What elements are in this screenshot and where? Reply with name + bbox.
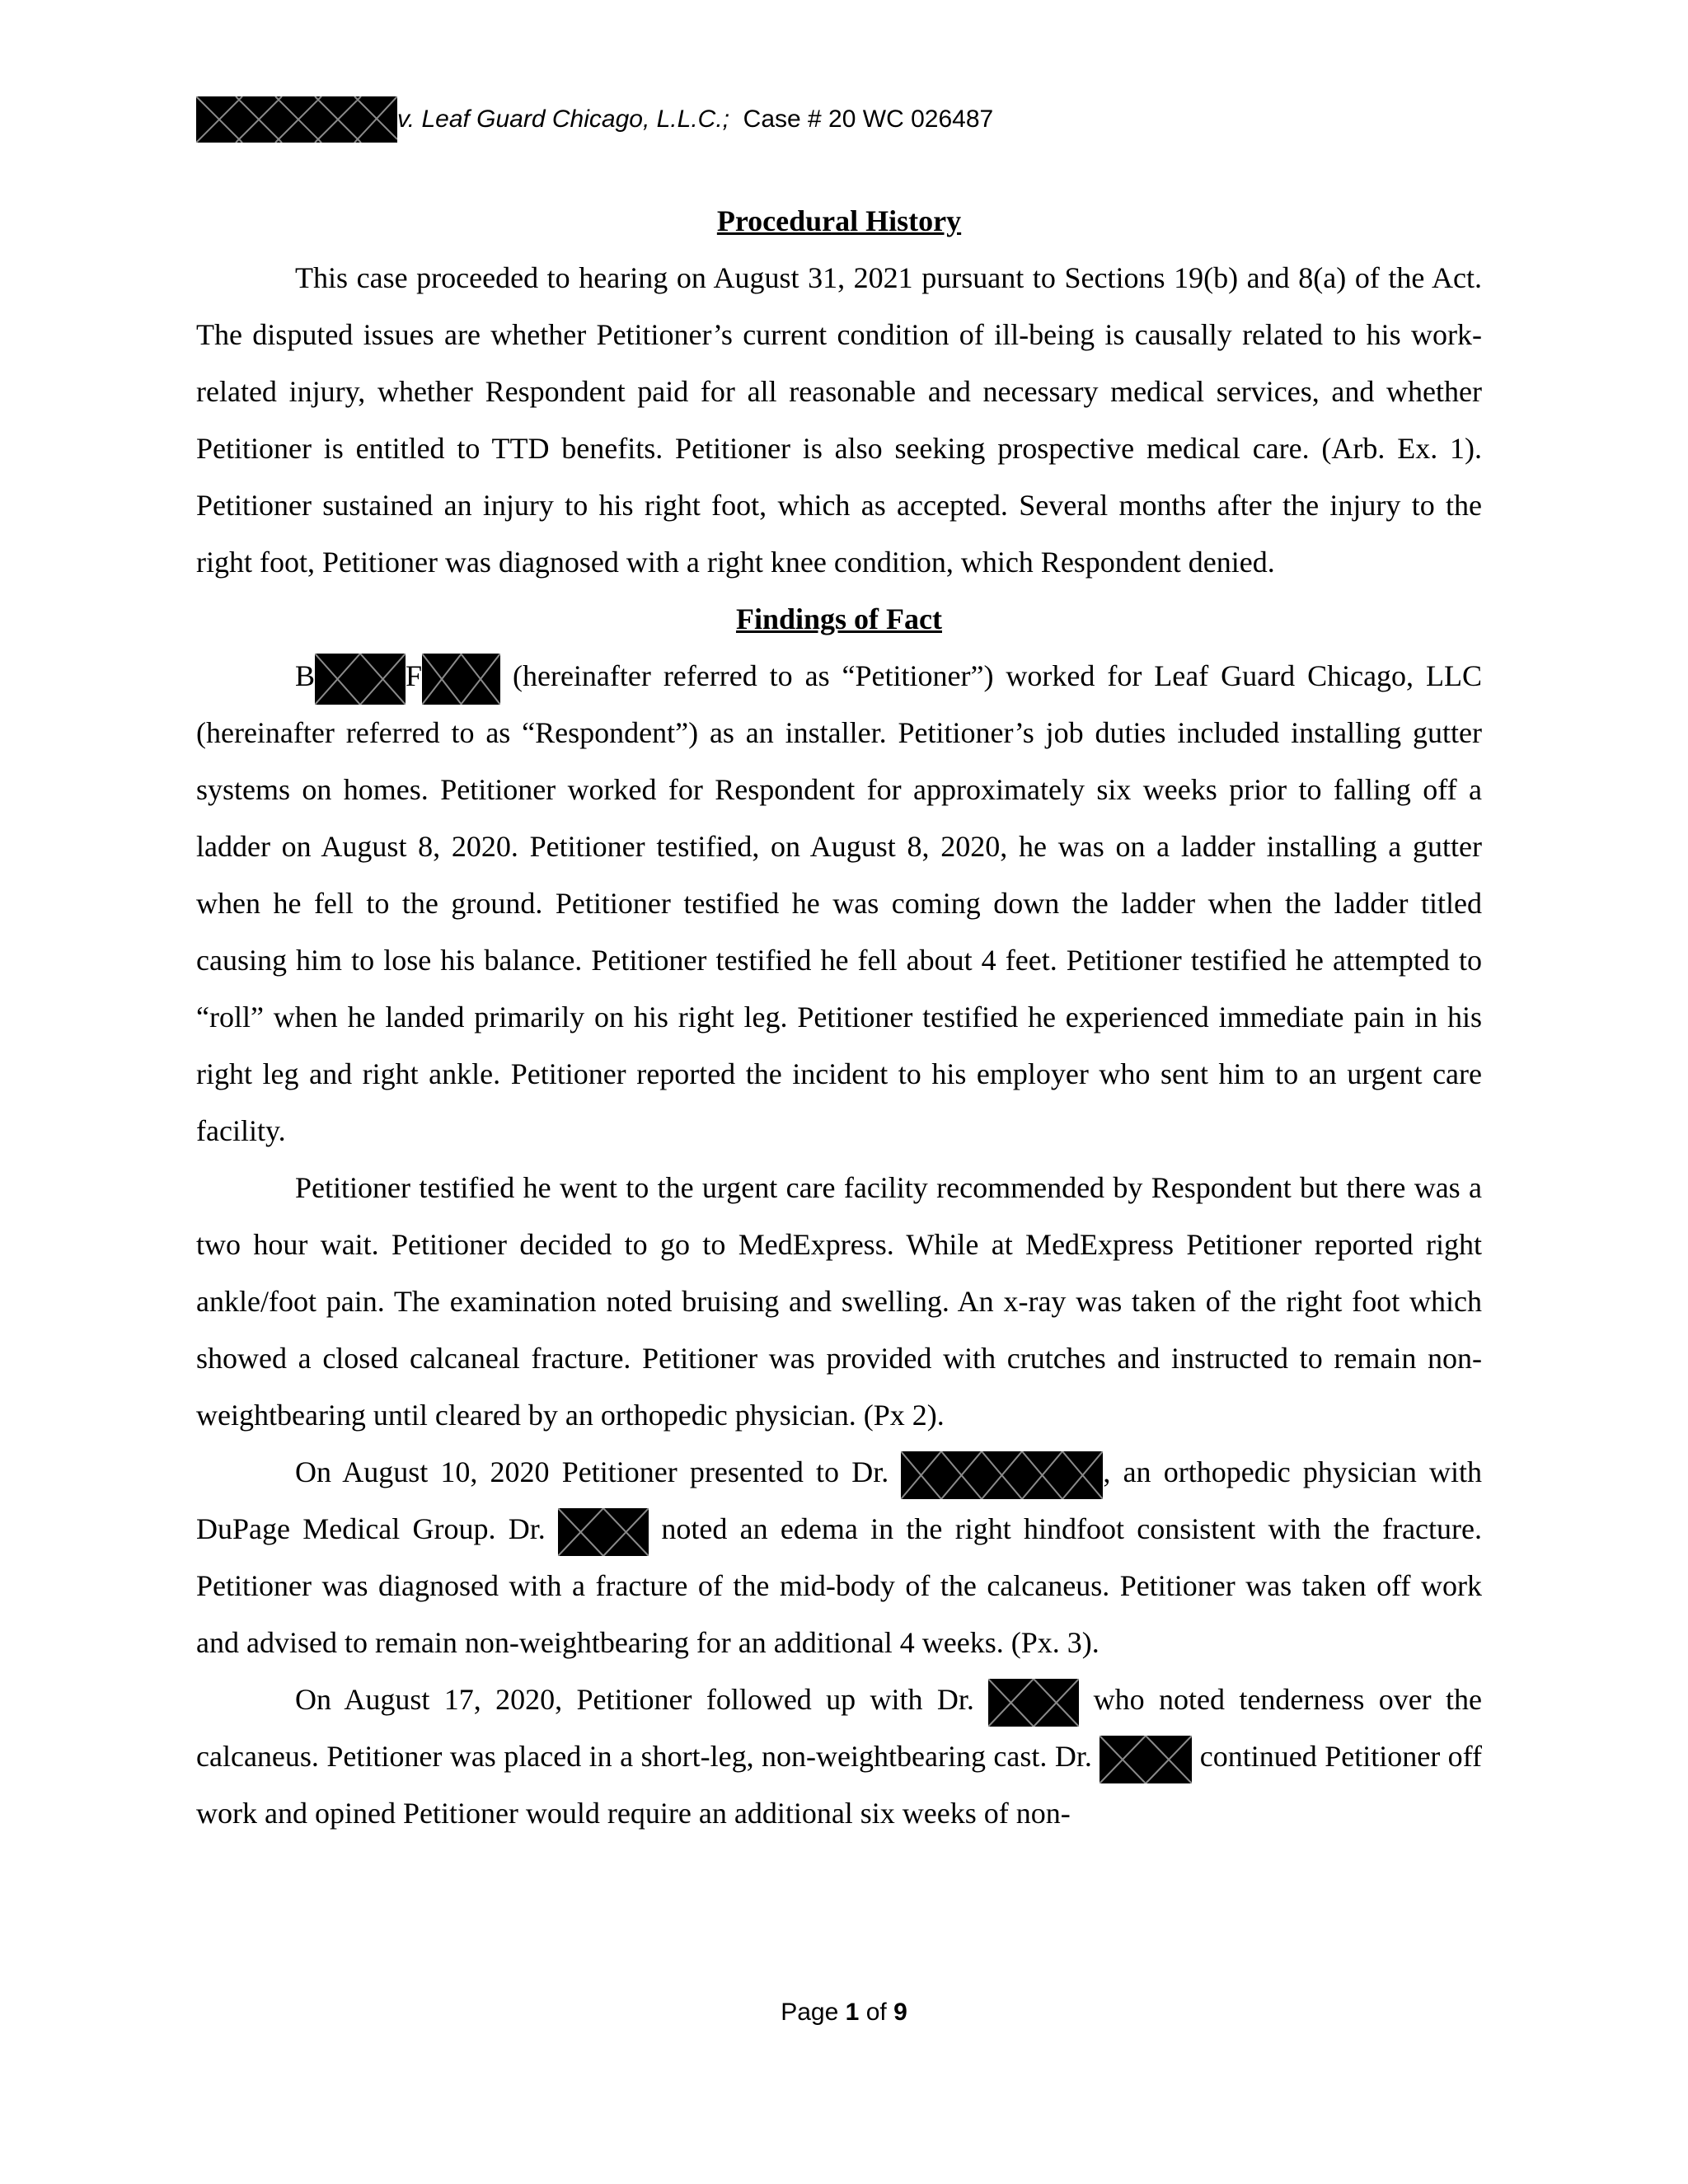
- text-segment: noted an edema in the right hindfoot consistent with the fracture. Petitioner was diagnosed with a fracture of the mid-body of the calcaneus. Petitioner was taken off work and advised to remain non-weightbearing for an additional 4 weeks. (Px. 3).: [196, 1512, 1483, 1659]
- paragraph-procedural-history: This case proceeded to hearing on August 31, 2021 pursuant to Sections 19(b) and 8(a) of the Act. The disputed issues are whether Petitioner’s current condition of ill-being is causally related to his work-related injury, whether Respondent paid for all reasonable and necessary medical services, and whether Petitioner is entitled to TTD benefits. Petitioner is also seeking prospective medical care. (Arb. Ex. 1). Petitioner sustained an injury to his right foot, which as accepted. Several months after the injury to the right foot, Petitioner was diagnosed with a right knee condition, which Respondent denied.: [196, 261, 1482, 579]
- paragraph-findings-text: (hereinafter referred to as “Petitioner”) worked for Leaf Guard Chicago, LLC (hereinafter referred to as “Respondent”) as an installer. Petitioner’s job duties included installing gutter systems on homes. Petitioner worked for Respondent for approximately six weeks prior to falling off a ladder on August 8, 2020. Petitioner testified, on August 8, 2020, he was on a ladder installing a gutter when he fell to the ground. Petitioner testified he was coming down the ladder when the ladder titled causing him to lose his balance. Petitioner testified he fell about 4 feet. Petitioner testified he attempted to “roll” when he landed primarily on his right leg. Petitioner testified he experienced immediate pain in his right leg and right ankle. Petitioner reported the incident to his employer who sent him to an urgent care facility.: [196, 659, 1482, 1147]
- page-of: of: [865, 1999, 887, 2026]
- page-word: Page: [781, 1999, 839, 2026]
- case-caption: v. Leaf Guard Chicago, L.L.C.;: [397, 105, 729, 133]
- paragraph-august-10: [196, 1444, 1482, 1671]
- redaction-block: [1100, 1736, 1192, 1783]
- paragraph-findings-intro: [196, 648, 1482, 1160]
- findings-of-fact-heading: Findings of Fact: [735, 602, 942, 635]
- text-segment: , an orthopedic physician with DuPage Medical Group. Dr.: [196, 1455, 1483, 1545]
- page-total: 9: [893, 1999, 907, 2026]
- redaction-block: [901, 1451, 1103, 1499]
- page-current: 1: [845, 1999, 860, 2026]
- redaction-block: [988, 1679, 1079, 1727]
- procedural-history-heading: Procedural History: [716, 204, 962, 237]
- page-footer: [0, 1999, 1688, 2027]
- paragraph-august-17: [196, 1671, 1482, 1842]
- text-segment: On August 10, 2020 Petitioner presented to Dr.: [295, 1455, 889, 1488]
- paragraph-medexpress: Petitioner testified he went to the urgent care facility recommended by Respondent but there was a two hour wait. Petitioner decided to go to MedExpress. While at MedExpress Petitioner reported right ankle/foot pain. The examination noted bruising and swelling. An x-ray was taken of the right foot which showed a closed calcaneal fracture. Petitioner was provided with crutches and instructed to remain non-weightbearing until cleared by an orthopedic physician. (Px 2).: [196, 1171, 1482, 1432]
- case-number: Case # 20 WC 026487: [743, 105, 994, 133]
- document-body: [196, 193, 1482, 1842]
- initial-b: B: [295, 659, 316, 692]
- text-segment: On August 17, 2020, Petitioner followed up with Dr.: [295, 1683, 974, 1716]
- redaction-block: [558, 1508, 649, 1556]
- redaction-block: [422, 654, 500, 705]
- redaction-block: [315, 654, 406, 705]
- case-header: [196, 96, 993, 143]
- text-segment: who noted tenderness over the calcaneus. Petitioner was placed in a short-leg, non-weightbearing cast. Dr.: [196, 1683, 1483, 1773]
- redaction-block: [196, 96, 397, 143]
- initial-f: F: [406, 659, 423, 692]
- text-segment: continued Petitioner off work and opined Petitioner would require an additional six weeks of non-: [196, 1740, 1482, 1830]
